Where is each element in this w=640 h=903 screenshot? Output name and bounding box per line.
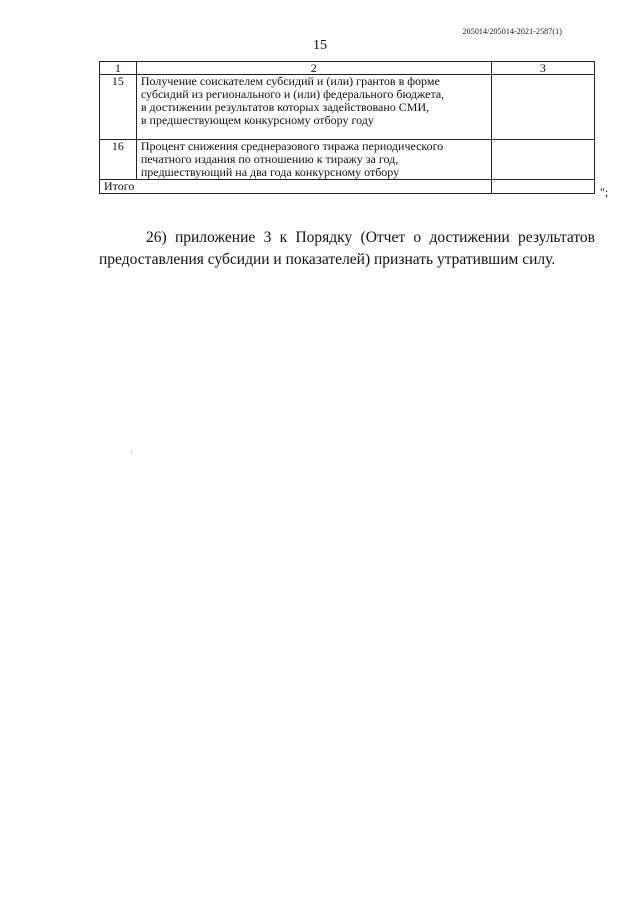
page-number: 15 bbox=[313, 38, 327, 53]
description-line: субсидий из регионального и (или) федерального бюджета, bbox=[140, 87, 445, 101]
description-line: печатного издания по отношению к тиражу за год, bbox=[140, 152, 399, 166]
description-line: Процент снижения среднеразового тиража периодического bbox=[140, 139, 444, 153]
description-line: в достижении результатов которых задействовано СМИ, bbox=[140, 100, 430, 114]
total-value bbox=[491, 180, 594, 194]
row-value bbox=[491, 140, 594, 180]
amendment-paragraph: 26) приложение 3 к Порядку (Отчет о достижении результатов предоставления субсидии и показателей) признать утратившим силу. bbox=[99, 228, 595, 268]
row-value bbox=[491, 75, 594, 140]
column-header-3: 3 bbox=[491, 62, 594, 75]
total-label: Итого bbox=[100, 180, 492, 194]
row-number: 16 bbox=[100, 140, 137, 180]
closing-quote-mark: "; bbox=[600, 185, 609, 199]
row-description bbox=[136, 75, 491, 140]
description-line: в предшествующем конкурсному отбору году bbox=[140, 113, 374, 127]
description-line: Получение соискателем субсидий и (или) грантов в форме bbox=[140, 74, 440, 88]
column-header-1: 1 bbox=[100, 62, 137, 75]
indicators-table bbox=[99, 61, 595, 194]
document-id: 205014/205014-2021-2587(1) bbox=[462, 27, 562, 36]
column-header-2: 2 bbox=[136, 62, 491, 75]
table-row bbox=[100, 75, 595, 140]
table-total-row bbox=[100, 180, 595, 194]
description-line: предшествующий на два года конкурсному отбору bbox=[140, 165, 400, 179]
row-description bbox=[136, 140, 491, 180]
row-number: 15 bbox=[100, 75, 137, 140]
table-header-row bbox=[100, 62, 595, 75]
table-row bbox=[100, 140, 595, 180]
scan-speck bbox=[131, 451, 132, 452]
